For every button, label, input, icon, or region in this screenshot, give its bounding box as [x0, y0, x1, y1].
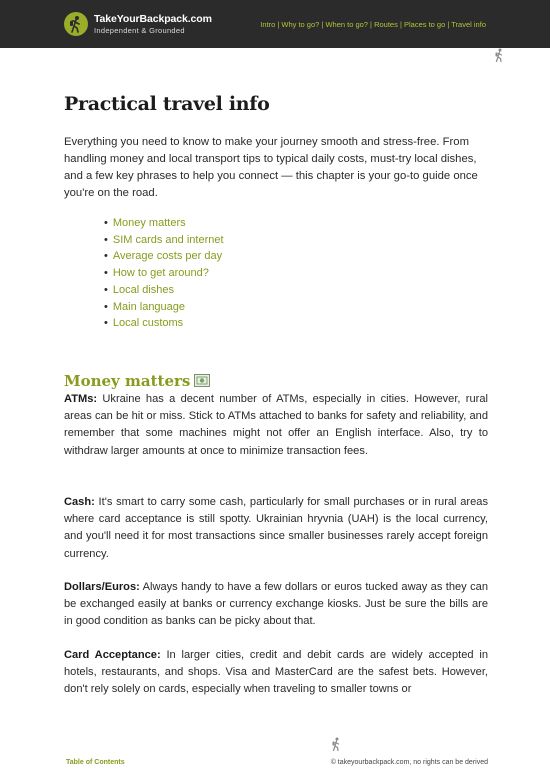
- table-of-contents-link[interactable]: Table of Contents: [66, 759, 125, 766]
- toc-item-main-language[interactable]: • Main language: [104, 299, 224, 316]
- text-card-acceptance: In larger cities, credit and debit cards are widely accepted in hotels, restaurants, and shops. Visa and MasterCard are the safest bets. However, don't rely solely on cards, especially when traveling to smaller towns or: [64, 649, 488, 696]
- toc-item-local-dishes[interactable]: • Local dishes: [104, 282, 224, 299]
- money-bill-icon: [194, 373, 210, 391]
- brand-tagline: Independent & Grounded: [94, 26, 185, 35]
- toc-item-local-customs[interactable]: • Local customs: [104, 315, 224, 332]
- hiker-logo-icon: [68, 15, 84, 33]
- top-navigation: Intro | Why to go? | When to go? | Routes | Places to go | Travel info: [260, 20, 486, 29]
- section-heading-money: [64, 372, 210, 391]
- page-title: Practical travel info: [64, 93, 270, 115]
- toc-item-average-costs[interactable]: • Average costs per day: [104, 248, 224, 265]
- paragraph-card-acceptance: [64, 647, 488, 699]
- toc-item-sim-cards[interactable]: • SIM cards and internet: [104, 232, 224, 249]
- brand-name[interactable]: TakeYourBackpack.com: [94, 13, 212, 25]
- label-cash: Cash:: [64, 496, 95, 508]
- nav-when-to-go[interactable]: When to go?: [325, 20, 368, 29]
- hiker-footer-icon: [330, 737, 342, 756]
- logo[interactable]: [64, 12, 88, 36]
- nav-places-to-go[interactable]: Places to go: [403, 20, 446, 29]
- text-cash: It's smart to carry some cash, particularly for small purchases or in rural areas where card acceptance is still spotty. Ukrainian hryvnia (UAH) is the local currency, and you'll need it for most transactions since smaller businesses rarely accept foreign currency.: [64, 496, 488, 560]
- toc-item-get-around[interactable]: • How to get around?: [104, 265, 224, 282]
- chapter-toc: [104, 215, 224, 332]
- nav-why-to-go[interactable]: Why to go?: [281, 20, 320, 29]
- toc-item-money-matters[interactable]: • Money matters: [104, 215, 224, 232]
- intro-paragraph: Everything you need to know to make your journey smooth and stress-free. From handling money and local transport tips to typical daily costs, must-try local dishes, and a few key phrases to help you connect — this chapter is your go-to guide once you're on the road.: [64, 136, 478, 199]
- text-atms: Ukraine has a decent number of ATMs, especially in cities. However, rural areas can be hit or miss. Stick to ATMs attached to banks for safety and reliability, and remember that some machines might not offer an English interface. Also, try to withdraw larger amounts at once to minimize transaction fees.: [64, 393, 488, 457]
- paragraph-cash: [64, 494, 488, 563]
- label-dollars-euros: Dollars/Euros:: [64, 581, 140, 593]
- nav-intro[interactable]: Intro: [260, 20, 276, 29]
- text-dollars-euros: Always handy to have a few dollars or euros tucked away as they can be exchanged easily at banks or currency exchange kiosks. Just be sure the bills are in good condition as banks can be picky about that.: [64, 581, 488, 628]
- copyright-notice: © takeyourbackpack.com, no rights can be derived: [330, 759, 488, 766]
- label-atms: ATMs:: [64, 393, 98, 405]
- label-card-acceptance: Card Acceptance:: [64, 649, 161, 661]
- nav-travel-info[interactable]: Travel info: [451, 20, 486, 29]
- site-header: [0, 0, 550, 48]
- paragraph-dollars-euros: [64, 579, 488, 631]
- hiker-icon: [493, 48, 505, 67]
- paragraph-atms: [64, 391, 488, 460]
- section-heading-text: Money matters: [64, 372, 191, 390]
- nav-routes[interactable]: Routes: [374, 20, 398, 29]
